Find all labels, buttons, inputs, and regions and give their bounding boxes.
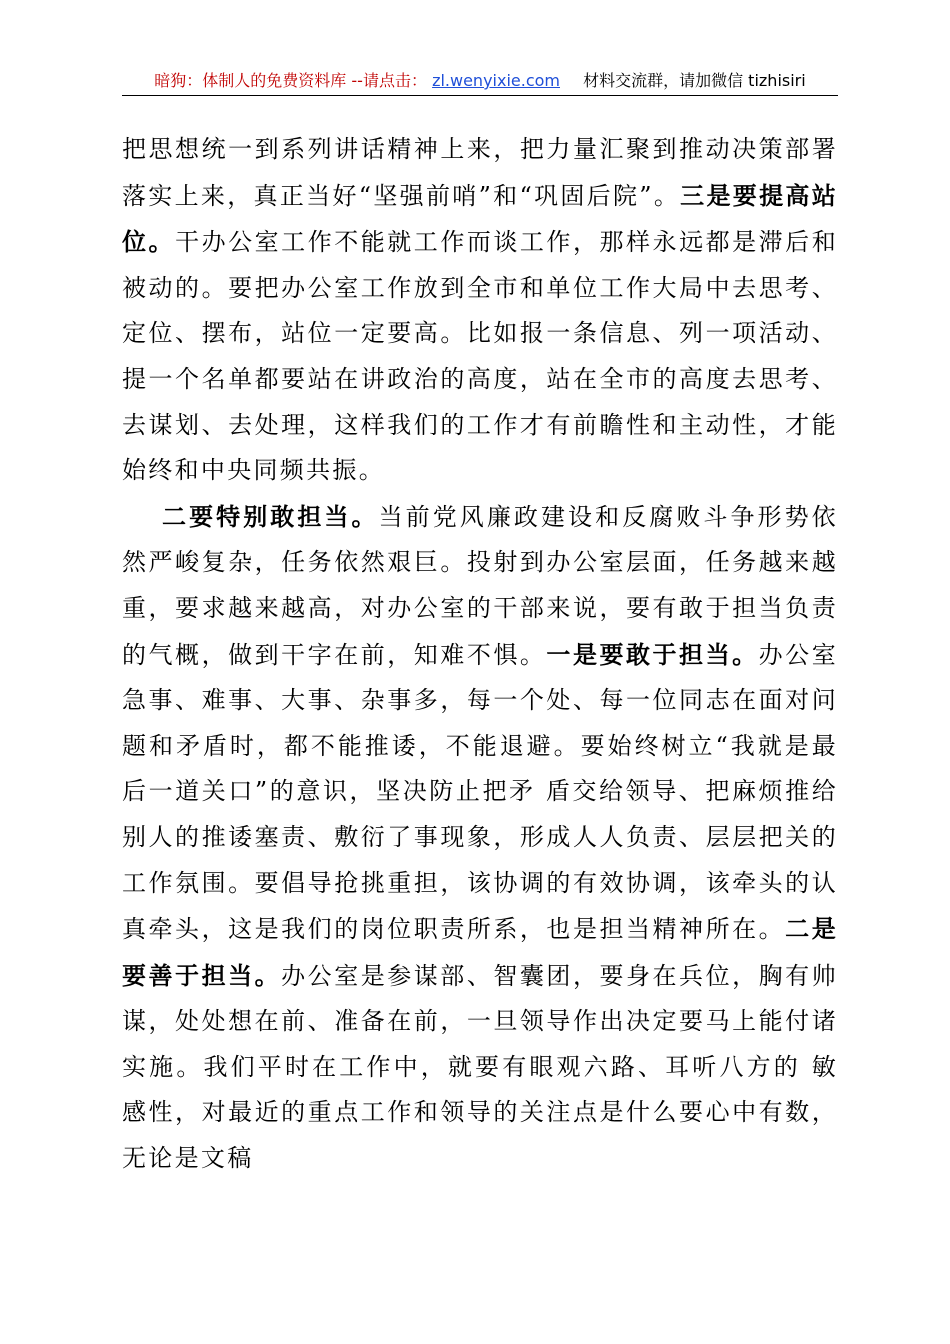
document-body <box>122 127 838 1182</box>
header-source-name: 暗狗：体制人的免费资料库 <box>154 71 347 90</box>
header-contact: 材料交流群，请加微信 tizhisiri <box>583 71 806 90</box>
paragraph-2-heading-3: 二是要善于担当。 <box>122 914 838 990</box>
header-link[interactable]: zl.wenyixie.com <box>432 71 560 90</box>
paragraph-2-text-2: 办公室急事、难事、大事、杂事多，每一个处、每一位同志在面对问题和矛盾时，都不能推诿，不能退避。要始终树立“我就是最后一道关口”的意识，坚决防止把矛 盾交给领导、把麻烦推给别人的推诿塞责、敷衍了事现象，形成人人负责、层层把关的工作氛围。要倡导抢挑重担，该协调的有效协调，该牵头的认真牵头，这是我们的岗位职责所系，也是担当精神所在。 <box>122 640 838 944</box>
paragraph-1-text-1: 把思想统一到系列讲话精神上来，把力量汇聚到推动决策部署落实上来，真正当好“坚强前哨”和“巩固后院”。 <box>122 135 838 210</box>
page-header <box>122 66 838 96</box>
header-click-label: --请点击： <box>351 71 427 90</box>
paragraph-1-heading-1: 三是要提高站位。 <box>122 180 838 257</box>
paragraph-2-heading-1: 二要特别敢担当。 <box>162 501 379 531</box>
header-divider <box>122 95 838 96</box>
paragraph-1 <box>122 127 838 494</box>
paragraph-2 <box>122 494 838 1182</box>
paragraph-2-text-3: 办公室是参谋部、智囊团，要身在兵位，胸有帅谋，处处想在前、准备在前，一旦领导作出决定要马上能付诸实施。我们平时在工作中，就要有眼观六路、耳听八方的 敏感性，对最近的重点工作和领导的关注点是什么要心中有数，无论是文稿 <box>122 961 838 1173</box>
paragraph-2-text-1: 当前党风廉政建设和反腐败斗争形势依然严峻复杂，任务依然艰巨。投射到办公室层面，任务越来越重，要求越来越高，对办公室的干部来说，要有敢于担当负责的气概，做到干字在前，知难不惧。 <box>122 502 838 669</box>
paragraph-2-heading-2: 一是要敢于担当。 <box>546 639 759 669</box>
paragraph-1-text-2: 干办公室工作不能就工作而谈工作，那样永远都是滞后和被动的。要把办公室工作放到全市和单位工作大局中去思考、定位、摆布，站位一定要高。比如报一条信息、列一项活动、提一个名单都要站在讲政治的高度，站在全市的高度去思考、去谋划、去处理，这样我们的工作才有前瞻性和主动性，才能始终和中央同频共振。 <box>122 228 838 485</box>
